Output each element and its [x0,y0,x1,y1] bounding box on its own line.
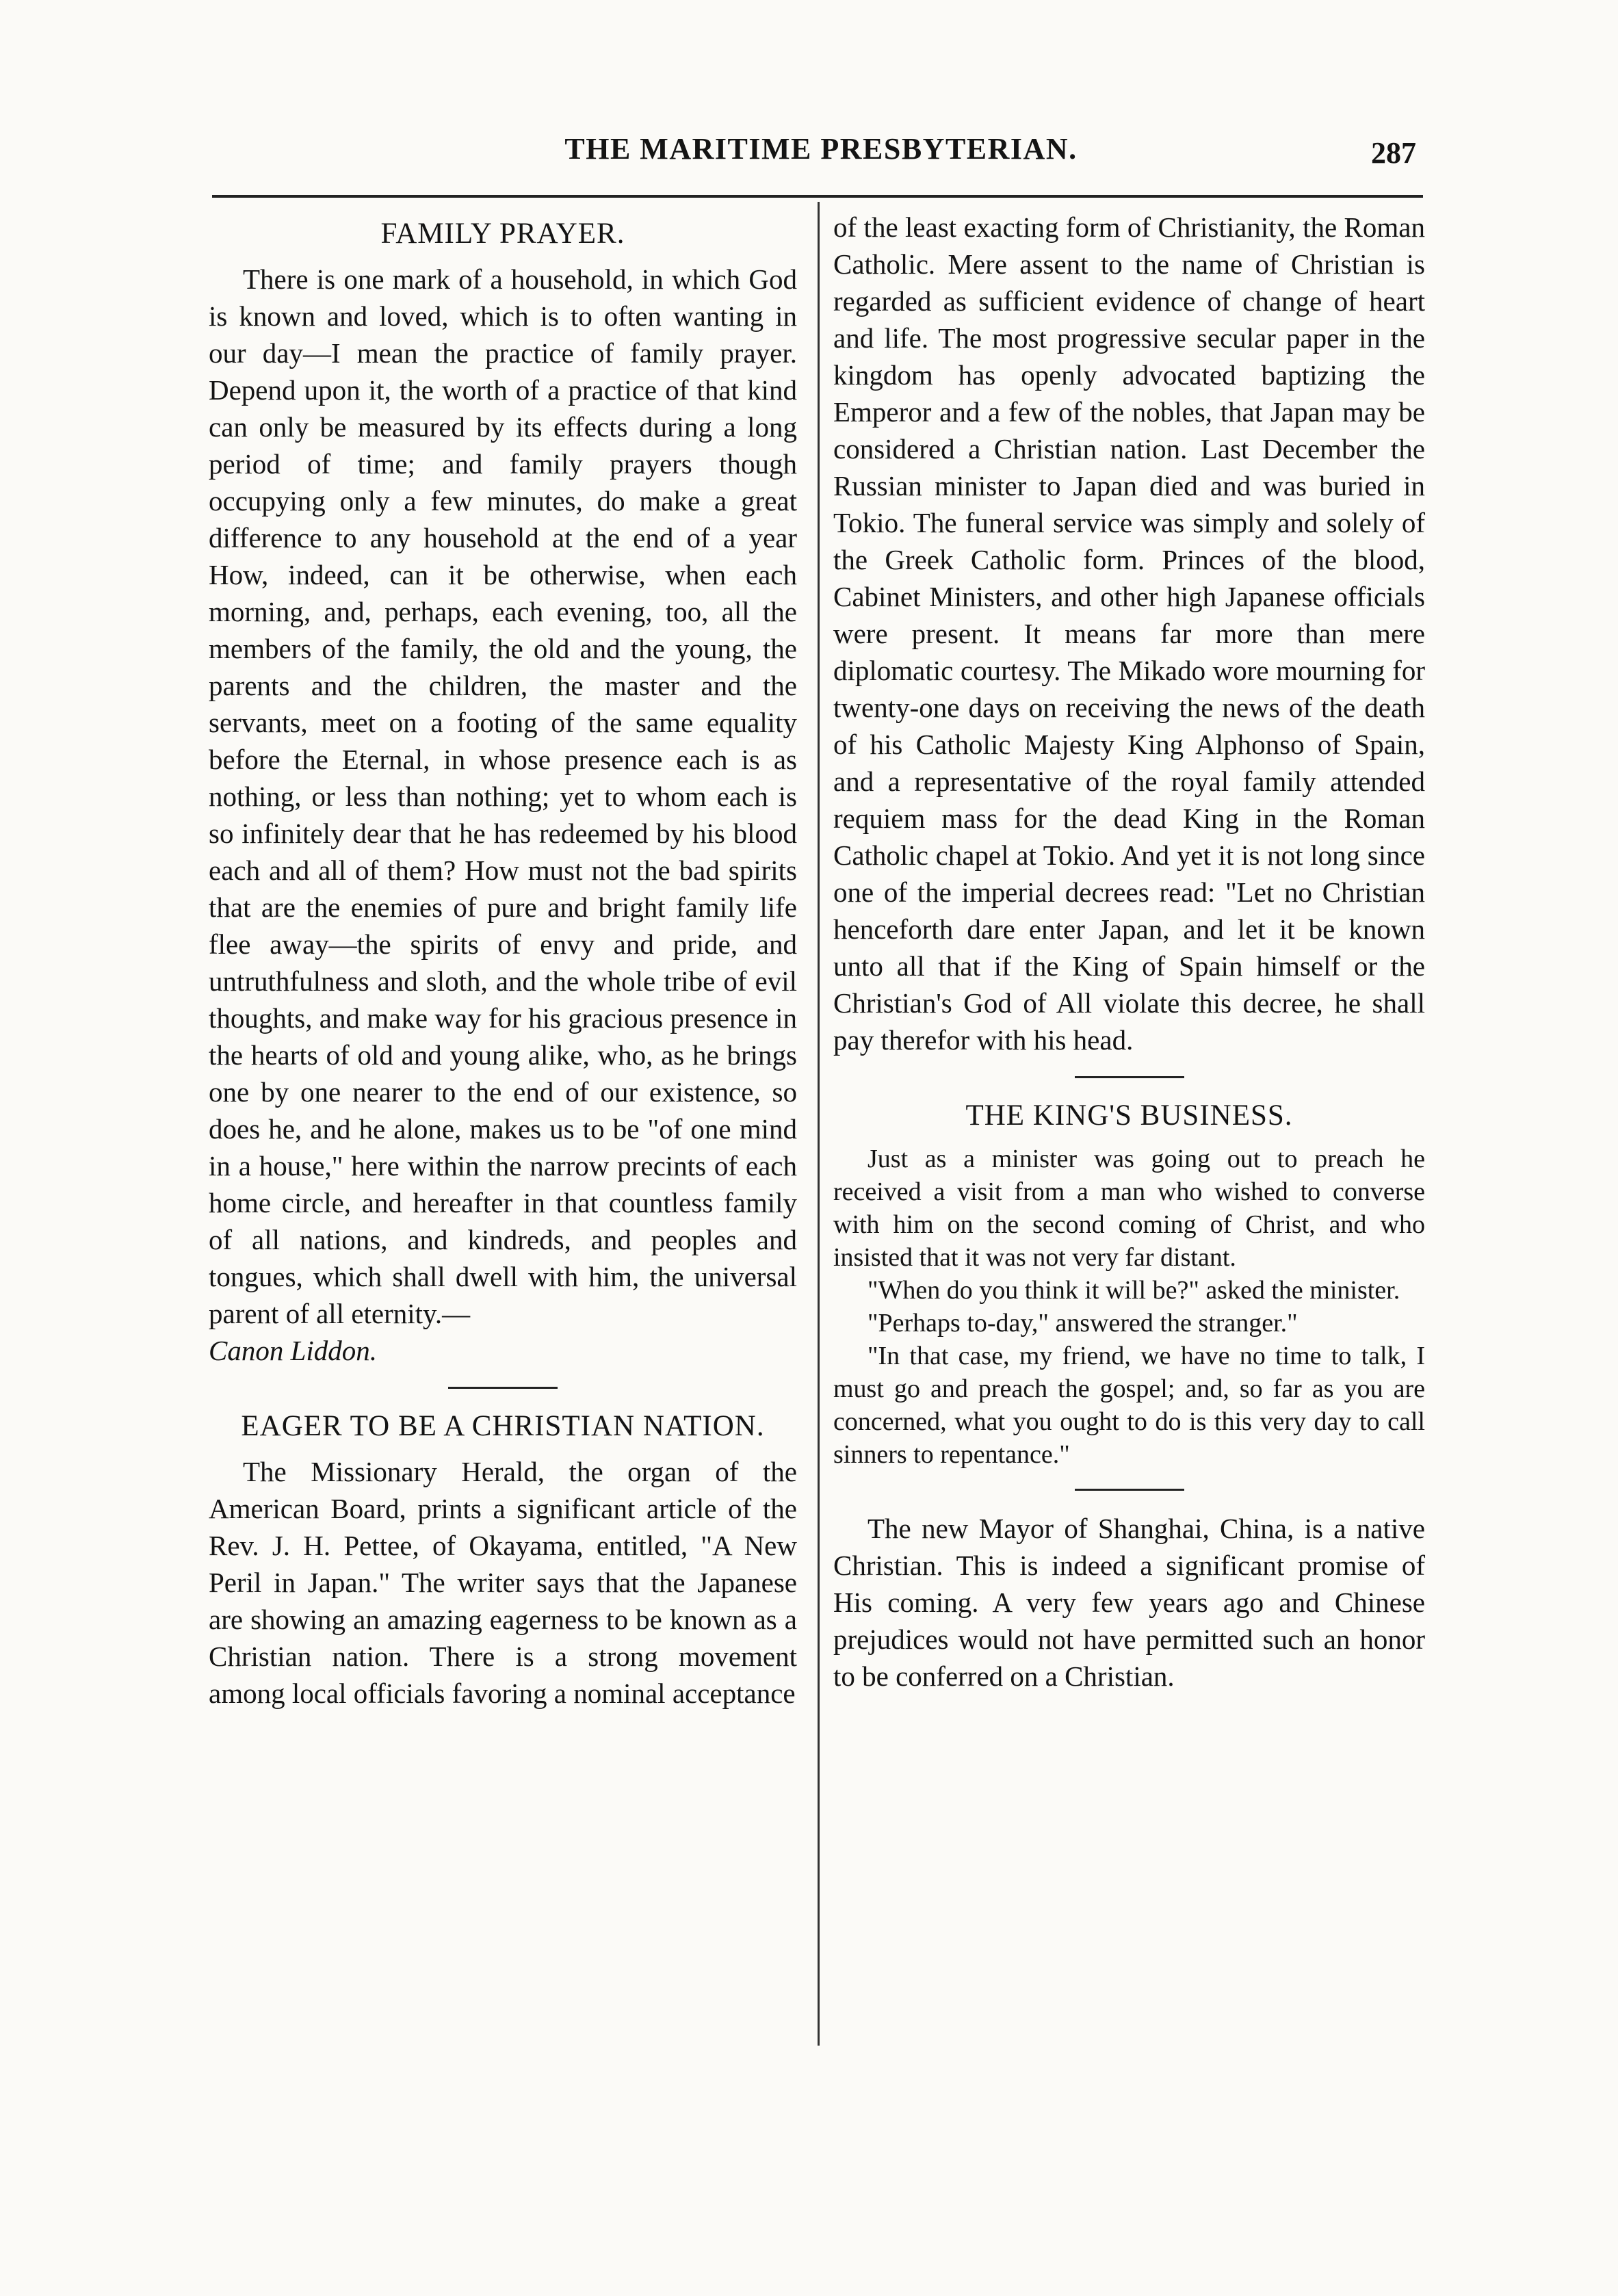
kings-business-paragraph: "When do you think it will be?" asked the minister. [867,1276,1400,1305]
section-rule [448,1387,558,1389]
eager-christian-nation-body-left: The Missionary Herald, the organ of the American Board, prints a significant article of the Rev. J. H. Pettee, of Okayama, entitled, "A New Peril in Japan." The writer says that the Japanese are showing an amazing eagerness to be known as a Christian nation. There is a strong movement among local officials favoring a nominal acceptance [209,1456,797,1709]
right-column [833,209,1425,1695]
family-prayer-attribution: Canon Liddon. [209,1335,378,1366]
family-prayer-title: FAMILY PRAYER. [380,218,625,250]
eager-christian-nation-title: EAGER TO BE A CHRISTIAN NATION. [241,1410,765,1442]
family-prayer-body: There is one mark of a household, in which God is known and loved, which is to often wanting in our day—I mean the practice of family prayer. Depend upon it, the worth of a practice of that kind can only be measured by its effects during a long period of time; and family prayers though occupying only a few minutes, do make a great difference to any household at the end of a year How, indeed, can it be otherwise, when each morning, and, perhaps, each evening, too, all the members of the family, the old and the young, the parents and the children, the master and the servants, meet on a footing of the same equality before the Eternal, in whose presence each is as nothing, or less than nothing; yet to whom each is so infinitely dear that he has redeemed by his blood each and all of them? How must not the bad spirits that are the enemies of pure and bright family life flee away—the spirits of envy and pride, and untruthfulness and sloth, and the whole tribe of evil thoughts, and make way for his gracious presence in the hearts of old and young alike, who, as he brings one by one nearer to the end of our existence, so does he, and he alone, makes us to be "of one mind in a house," here within the narrow precints of each home circle, and hereafter in that countless family of all nations, and kindreds, and peoples and tongues, which shall dwell with him, the universal parent of all eternity.— [209,263,797,1329]
section-rule [1075,1076,1184,1078]
column-divider [818,202,820,2046]
kings-business-paragraph: Just as a minister was going out to preach he received a visit from a man who wished to converse with him on the second coming of Christ, and who insisted that it was not very far distant. [833,1145,1425,1272]
page-header [212,123,1430,185]
section-rule [1075,1489,1184,1491]
page-number: 287 [1371,136,1416,170]
eager-christian-nation-body-right: of the least exacting form of Christianity, the Roman Catholic. Mere assent to the name of Christian is regarded as sufficient evidence of change of heart and life. The most progressive secular paper in the kingdom has openly advocated baptizing the Emperor and a few of the nobles, that Japan may be considered a Christian nation. Last December the Russian minister to Japan died and was buried in Tokio. The funeral service was simply and solely of the Greek Catholic form. Princes of the blood, Cabinet Ministers, and other high Japanese officials were present. It means far more than mere diplomatic courtesy. The Mikado wore mourning for twenty-one days on receiving the news of the death of his Catholic Majesty King Alphonso of Spain, and a representative of the royal family attended requiem mass for the dead King in the Roman Catholic chapel at Tokio. And yet it is not long since one of the imperial decrees read: "Let no Christian henceforth dare enter Japan, and let it be known unto all that if the King of Spain himself or the Christian's God of All violate this decree, he shall pay therefor with his head. [833,211,1425,1056]
header-rule [212,195,1423,198]
kings-business-paragraph: "Perhaps to-day," answered the stranger." [867,1309,1298,1338]
kings-business-title: THE KING'S BUSINESS. [965,1099,1293,1132]
mayor-shanghai-body: The new Mayor of Shanghai, China, is a native Christian. This is indeed a significant promise of His coming. A very few years ago and Chinese prejudices would not have permitted such an honor to be conferred on a Christian. [833,1513,1425,1692]
running-title: THE MARITIME PRESBYTERIAN. [564,132,1078,166]
kings-business-paragraph: "In that case, my friend, we have no time to talk, I must go and preach the gospel; and, so far as you are concerned, what you ought to do is this very day to call sinners to repentance." [833,1342,1425,1469]
left-column [209,209,797,1712]
